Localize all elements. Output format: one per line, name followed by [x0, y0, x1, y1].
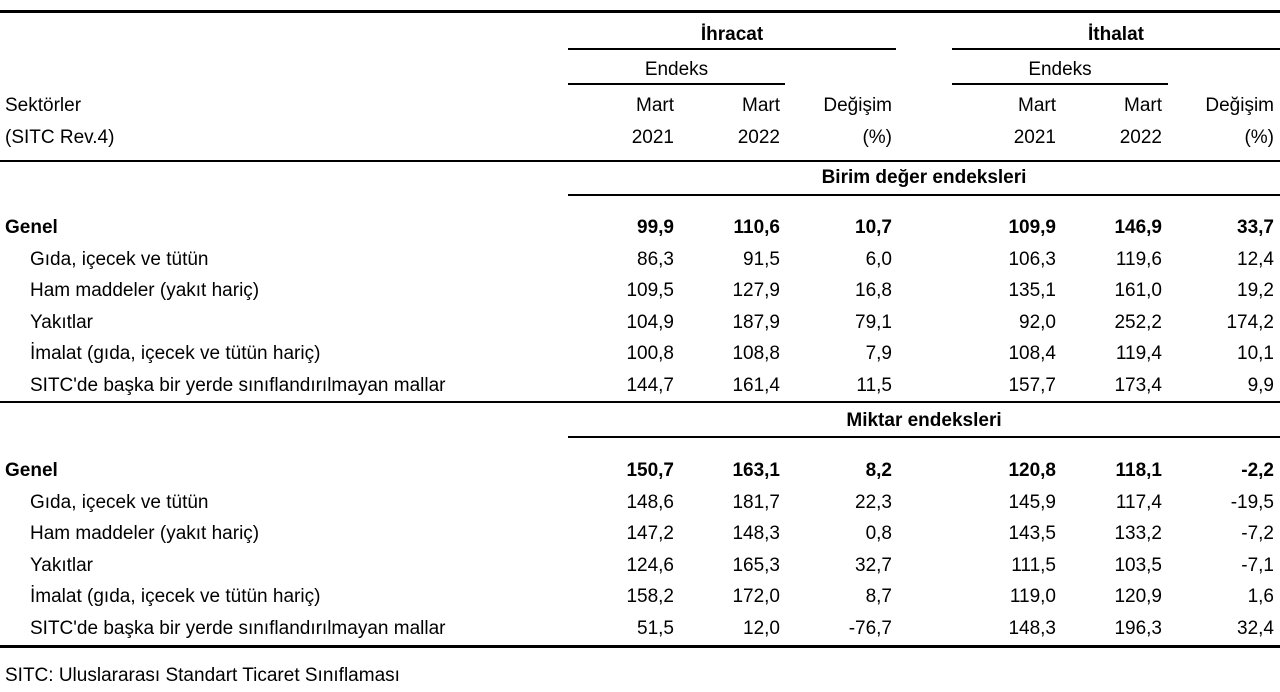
import-mart-2022-value: 133,2: [1114, 523, 1162, 544]
export-change-value: 6,0: [865, 249, 892, 270]
import-mart-2022-year: 2022: [1119, 127, 1162, 148]
import-change-value: -19,5: [1230, 492, 1274, 513]
import-mart-2021-year: 2021: [1013, 127, 1056, 148]
unit-value-section-title: Birim değer endeksleri: [821, 167, 1027, 188]
import-change-value: 12,4: [1237, 249, 1274, 270]
import-change-value: 33,7: [1237, 217, 1274, 238]
export-mart-2021-value: 100,8: [626, 343, 674, 364]
top-rule: [0, 10, 1280, 13]
import-mart-2021-value: 120,8: [1008, 460, 1056, 481]
export-change-value: 8,7: [865, 586, 892, 607]
sector-name: İmalat (gıda, içecek ve tütün hariç): [30, 343, 321, 364]
export-mart-2021-value: 99,9: [637, 217, 674, 238]
import-change-value: 1,6: [1247, 586, 1274, 607]
import-change-value: -7,1: [1241, 555, 1274, 576]
export-mart-2021-value: 148,6: [626, 492, 674, 513]
import-mart-2021-value: 106,3: [1008, 249, 1056, 270]
section-2-title-underline: [568, 436, 1280, 438]
import-mart-2021-value: 143,5: [1008, 523, 1056, 544]
import-mart-2021-value: 145,9: [1008, 492, 1056, 513]
export-mart-2021-value: 144,7: [626, 375, 674, 396]
import-change-value: 32,4: [1237, 618, 1274, 639]
export-change-value: -76,7: [848, 618, 892, 639]
export-mart-2022-value: 108,8: [732, 343, 780, 364]
import-mart-2021-value: 119,0: [1009, 586, 1056, 607]
sector-name: Ham maddeler (yakıt hariç): [30, 523, 260, 544]
export-mart-2021-value: 104,9: [626, 312, 674, 333]
export-mart-2022-value: 127,9: [732, 280, 780, 301]
export-mart-2022-value: 12,0: [743, 618, 780, 639]
import-mart-2021-value: 157,7: [1008, 375, 1056, 396]
import-mart-2022-value: 146,9: [1114, 217, 1162, 238]
export-index-header: Endeks: [644, 59, 709, 80]
import-change-value: 9,9: [1247, 375, 1274, 396]
export-mart-2021-value: 109,5: [626, 280, 674, 301]
import-mart-2022-month: Mart: [1124, 95, 1162, 116]
bottom-rule: [0, 645, 1280, 648]
import-change-value: -2,2: [1241, 460, 1274, 481]
import-mart-2022-value: 252,2: [1114, 312, 1162, 333]
import-mart-2022-value: 120,9: [1114, 586, 1162, 607]
export-mart-2022-value: 181,7: [732, 492, 780, 513]
sector-name: İmalat (gıda, içecek ve tütün hariç): [30, 586, 321, 607]
import-mart-2022-value: 117,4: [1115, 492, 1162, 513]
export-mart-2021-value: 124,6: [626, 555, 674, 576]
export-mart-2021-value: 150,7: [626, 460, 674, 481]
import-change-value: -7,2: [1241, 523, 1274, 544]
export-change-value: 8,2: [865, 460, 892, 481]
export-mart-2022-value: 148,3: [732, 523, 780, 544]
quantity-section-title: Miktar endeksleri: [846, 410, 1002, 431]
import-mart-2021-value: 92,0: [1019, 312, 1056, 333]
export-mart-2021-year: 2021: [631, 127, 674, 148]
sector-column-header: Sektörler: [5, 95, 82, 116]
export-mart-2022-value: 161,4: [732, 375, 780, 396]
export-index-underline: [568, 83, 785, 85]
export-group-underline: [568, 48, 896, 50]
section-2-top-rule: [0, 401, 1280, 403]
import-change-header: Değişim: [1205, 95, 1274, 116]
export-mart-2022-value: 91,5: [743, 249, 780, 270]
import-change-unit: (%): [1244, 127, 1274, 148]
export-mart-2022-value: 163,1: [732, 460, 780, 481]
export-change-value: 79,1: [855, 312, 892, 333]
sector-name: Gıda, içecek ve tütün: [30, 492, 209, 513]
export-mart-2021-value: 86,3: [637, 249, 674, 270]
import-group-header: İthalat: [1088, 24, 1144, 45]
import-change-value: 19,2: [1237, 280, 1274, 301]
export-mart-2021-value: 158,2: [626, 586, 674, 607]
sector-name: Yakıtlar: [30, 312, 94, 333]
import-mart-2022-value: 161,0: [1114, 280, 1162, 301]
import-mart-2022-value: 173,4: [1114, 375, 1162, 396]
export-change-value: 11,5: [856, 375, 892, 396]
export-mart-2021-month: Mart: [636, 95, 674, 116]
export-mart-2022-value: 187,9: [732, 312, 780, 333]
export-change-unit: (%): [862, 127, 892, 148]
sector-name: Yakıtlar: [30, 555, 94, 576]
export-mart-2021-value: 51,5: [637, 618, 674, 639]
sector-name: Genel: [5, 217, 58, 238]
import-mart-2022-value: 103,5: [1114, 555, 1162, 576]
import-index-underline: [952, 83, 1168, 85]
sitc-revision-header: (SITC Rev.4): [5, 127, 115, 148]
export-change-value: 22,3: [855, 492, 892, 513]
export-change-value: 0,8: [865, 523, 892, 544]
export-change-value: 32,7: [855, 555, 892, 576]
export-mart-2022-month: Mart: [742, 95, 780, 116]
import-mart-2021-value: 109,9: [1008, 217, 1056, 238]
import-group-underline: [952, 48, 1280, 50]
export-group-header: İhracat: [700, 24, 764, 45]
import-mart-2021-value: 108,4: [1008, 343, 1056, 364]
import-mart-2022-value: 118,1: [1115, 460, 1162, 481]
import-mart-2022-value: 119,6: [1115, 249, 1162, 270]
import-mart-2021-value: 111,5: [1011, 555, 1056, 576]
footnote: SITC: Uluslararası Standart Ticaret Sınıflaması: [5, 665, 400, 686]
sector-name: Genel: [5, 460, 58, 481]
export-mart-2022-value: 110,6: [733, 217, 780, 238]
import-mart-2021-month: Mart: [1018, 95, 1056, 116]
export-change-header: Değişim: [823, 95, 892, 116]
import-change-value: 174,2: [1226, 312, 1274, 333]
sector-name: SITC'de başka bir yerde sınıflandırılmayan mallar: [30, 618, 446, 639]
export-mart-2021-value: 147,2: [626, 523, 674, 544]
import-mart-2021-value: 135,1: [1008, 280, 1056, 301]
export-mart-2022-value: 165,3: [732, 555, 780, 576]
sector-name: SITC'de başka bir yerde sınıflandırılmayan mallar: [30, 375, 446, 396]
import-mart-2022-value: 196,3: [1114, 618, 1162, 639]
import-change-value: 10,1: [1237, 343, 1274, 364]
sector-name: Ham maddeler (yakıt hariç): [30, 280, 260, 301]
export-change-value: 16,8: [855, 280, 892, 301]
import-mart-2021-value: 148,3: [1008, 618, 1056, 639]
export-change-value: 10,7: [855, 217, 892, 238]
section-1-title-underline: [568, 194, 1280, 196]
sector-name: Gıda, içecek ve tütün: [30, 249, 209, 270]
import-mart-2022-value: 119,4: [1115, 343, 1162, 364]
export-mart-2022-value: 172,0: [732, 586, 780, 607]
import-index-header: Endeks: [1028, 59, 1092, 80]
export-mart-2022-year: 2022: [737, 127, 780, 148]
header-bottom-rule: [0, 160, 1280, 162]
export-change-value: 7,9: [865, 343, 892, 364]
